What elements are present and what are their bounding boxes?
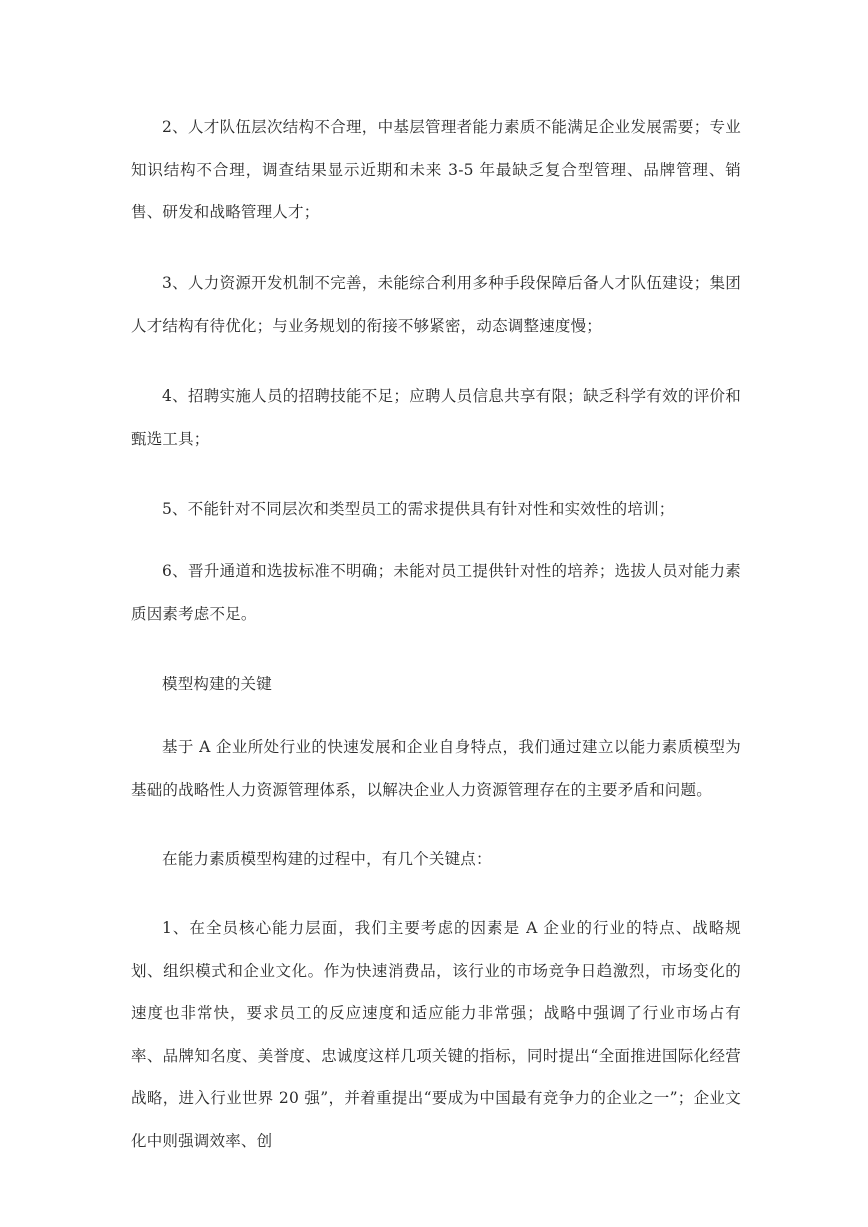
paragraph-promotion: 6、晋升通道和选拔标准不明确；未能对员工提供针对性的培养；选拔人员对能力素质因素考虑不足。 [131, 562, 741, 623]
paragraph-model-basis: 基于 A 企业所处行业的快速发展和企业自身特点，我们通过建立以能力素质模型为基础的战略性人力资源管理体系，以解决企业人力资源管理存在的主要矛盾和问题。 [131, 738, 741, 799]
paragraph-training: 5、不能针对不同层次和类型员工的需求提供具有针对性和实效性的培训； [162, 500, 675, 518]
paragraph-talent-structure: 2、人才队伍层次结构不合理，中基层管理者能力素质不能满足企业发展需要；专业知识结构不合理，调查结果显示近期和未来 3-5 年最缺乏复合型管理、品牌管理、销售、研发和战略管理人才； [131, 118, 741, 221]
paragraph-recruitment: 4、招聘实施人员的招聘技能不足；应聘人员信息共享有限；缺乏科学有效的评价和甄选工具； [131, 387, 741, 448]
paragraph-core-competency: 1、在全员核心能力层面，我们主要考虑的因素是 A 企业的行业的特点、战略规划、组织模式和企业文化。作为快速消费品，该行业的市场竞争日趋激烈，市场变化的速度也非常快，要求员工的反应速度和适应能力非常强；战略中强调了行业市场占有率、品牌知名度、美誉度、忠诚度这样几项关键的指标，同时提出“全面推进国际化经营战略，进入行业世界 20 强”，并着重提出“要成为中国最有竞争力的企业之一”；企业文化中则强调效率、创 [131, 919, 741, 1150]
section-heading-model-key: 模型构建的关键 [162, 675, 272, 693]
paragraph-key-points-intro: 在能力素质模型构建的过程中，有几个关键点： [162, 850, 492, 868]
paragraph-hr-development: 3、人力资源开发机制不完善，未能综合利用多种手段保障后备人才队伍建设；集团人才结构有待优化；与业务规划的衔接不够紧密，动态调整速度慢； [131, 274, 741, 335]
